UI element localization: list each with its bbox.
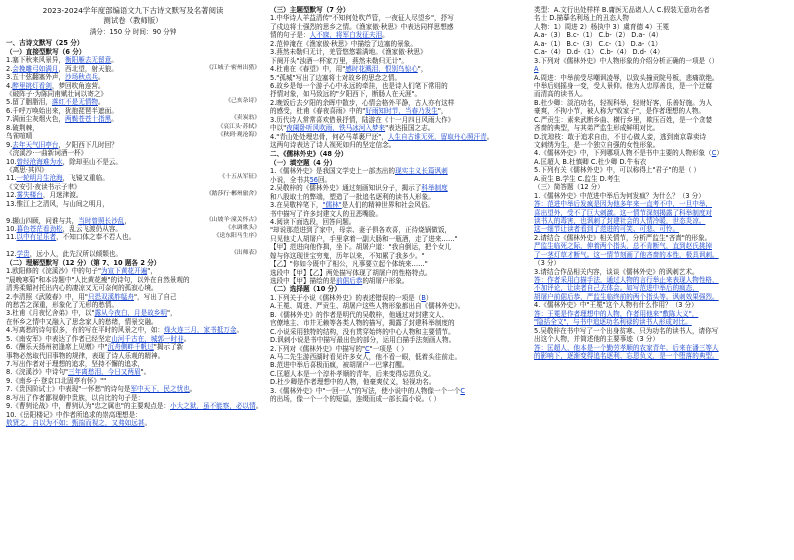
question-prefix: 6.《酬乐天扬州初逢席上见赠》中" <box>6 343 108 352</box>
text-line <box>6 250 260 258</box>
question-prefix: 2.吴敬梓的《儒林外史》通过刻画知识分子，揭示了 <box>270 184 422 193</box>
question-prefix: 9.《南乡子·登京口北固亭有怀》" <box>6 376 104 385</box>
question-prefix: 11. <box>6 233 17 242</box>
source-citation: 《卖炭翁》 <box>231 115 260 122</box>
text-line <box>6 326 260 334</box>
subsection-heading: （二）理解型默写（12 分）（第 7、10 题各 2 分） <box>6 258 161 267</box>
answer-text: 不加评论，让读者自己去体会。如写范进中举后的疯态， <box>534 284 699 293</box>
answer-text: 科举制度 <box>421 184 448 193</box>
answer-text: 一轮明月生沧海 <box>16 174 63 183</box>
text-line <box>6 208 260 216</box>
text-line: D.讽刺小说是书中描写最出色的部分，运用白描手法刻画人物。 <box>270 336 456 345</box>
text-line: 3.历代诗人常常喜欢借景抒情，陆游在《十一月四日风雨大作》 <box>270 115 455 124</box>
answer-text: "儒林" <box>322 201 342 210</box>
text-line <box>270 184 524 192</box>
text-line: D.杜少卿是作者理想中的人物，他豪爽仗义，轻视功名。 <box>270 378 436 387</box>
text-line: A.a-（1） B.c-（3） C.c-（1） D.a-（1） <box>534 39 662 48</box>
text-line: "却说那范进到了家中，母亲、妻子俱各欢喜，正待烧锅做饭， <box>270 226 452 235</box>
text-line: 名士 D.描摹名利场上的丑态人物 <box>534 14 629 23</box>
answer-text: 56 <box>309 175 318 184</box>
question-prefix: 4.《儒林外史》中，下列哪项人物不是书中主要的人物形象（ <box>534 149 712 158</box>
text-line: 了戍边将士强烈的思乡之情。《渔家傲·秋思》中表达同样思想感 <box>270 22 454 31</box>
text-line <box>270 31 524 39</box>
question-prefix: 3.杜甫《月夜忆舍弟》中，以" <box>6 309 95 318</box>
text-line: 嫁与你这现世宝穷鬼，历年以来，不知累了我多少。" <box>270 251 425 260</box>
answer-text: 露从今夜白，月是故乡明 <box>94 309 167 318</box>
text-line: 而清高的读书人。 <box>534 90 587 99</box>
question-prefix: 4.写离愁的诗句很多，有的写在平时的风景之中，如： <box>6 326 164 335</box>
answer-text: 三年离愁泪，今日又两眉 <box>68 368 141 377</box>
question-prefix: 7. <box>6 360 13 369</box>
answer-text: 感时花溅泪，恨别鸟惊心 <box>345 65 418 74</box>
text-line <box>6 73 260 81</box>
text-line: 事物必然取代旧事物的规律，表现了诗人乐观的精神。 <box>6 351 165 360</box>
text-line: 文刺绣为生，是一个独立自强的女性形象。 <box>534 141 660 149</box>
answer-text: C <box>365 344 370 353</box>
question-suffix: 。 <box>98 98 105 107</box>
text-line <box>534 242 788 250</box>
answer-text: 敖贤之，自以为不如；甄揣而视之，又弗如远甚 <box>6 419 145 428</box>
column-middle <box>270 6 524 556</box>
answer-text: 小大之狱，虽不能察，必以情 <box>170 402 256 411</box>
answer-text: 沉舟侧畔千帆过 <box>107 343 154 352</box>
answer-text: 现实主义长篇讽刺 <box>394 167 448 176</box>
text-line <box>6 82 260 90</box>
text-line: 的出场，像一个一个的短篇，连缀而成一部长篇小说。（ ） <box>270 395 441 404</box>
text-line: 《文安引·夜读书示子聿》 <box>6 182 81 191</box>
subsection-heading: （一）填空题（4 分） <box>270 158 337 167</box>
question-suffix: 。 <box>486 132 494 141</box>
answer-text: 答：匡超人，他本是一个勤劳孝顺的农家青年，后来在潘三等人 <box>534 343 719 352</box>
answer-text: A <box>534 65 539 74</box>
text-line <box>6 411 260 419</box>
text-line <box>6 191 260 199</box>
question-suffix: 。 <box>144 419 152 428</box>
text-line: 6.故乡是每一个游子心中永远的牵挂，也是诗人们笔下常用的 <box>270 81 448 90</box>
text-line <box>534 200 788 208</box>
answer-text: 了一茎灯草才断气。这一情节刻画了他吝啬的本性，极具讽刺。 <box>534 250 719 259</box>
text-line <box>6 368 260 376</box>
text-line <box>6 56 260 64</box>
text-line <box>534 149 788 157</box>
text-line <box>6 65 260 73</box>
text-line: A.周进：中举前受尽嘲讽凌辱，以致头撞贡院号板，悲痛欲绝。 <box>534 73 719 82</box>
answer-text: 沙场秋点兵 <box>65 73 99 82</box>
answer-text: 夜阑卧听风吹雨，铁马冰河入梦来 <box>286 124 386 133</box>
question-suffix: "。 <box>140 368 151 377</box>
answer-text: 烽火连三月，家书抵万金 <box>163 326 237 335</box>
question-prefix: 选段中【甲】【乙】两处描写体现了胡屠户 <box>270 268 392 277</box>
source-citation: 《江城子·密州出猎》 <box>205 64 260 71</box>
text-line <box>6 309 260 317</box>
answer-text: C <box>711 149 717 158</box>
text-line <box>6 200 260 208</box>
answer-text: 落红不是无情物 <box>51 98 99 107</box>
question-suffix: 写出作者对于理想的追求，坚持不懈的追求， <box>12 360 145 369</box>
answer-text: 人生自古谁无死，留取丹心照汗青 <box>387 132 487 141</box>
source-citation: 《送东阳马生序》 <box>213 233 260 240</box>
answer-text: 暮色苍茫看劲松 <box>16 225 63 234</box>
question-suffix: 的胡屠户形象。 <box>362 277 409 285</box>
text-line <box>6 267 260 275</box>
answer-text: 好雨知时节，当春乃发生 <box>365 107 438 116</box>
text-line: 3.燕然未勒归无计，羌管悠悠霜满地。《渔家傲·秋思》 <box>270 48 427 57</box>
text-line: 5.下列有关《儒林外史》中，可以称得上"君子"的是（ ） <box>534 166 701 175</box>
text-line: A.贡生 B.学生 C.监生 D.考生 <box>534 174 621 183</box>
text-line <box>6 115 260 123</box>
question-suffix: 。 <box>236 326 244 335</box>
question-prefix: 11. <box>6 174 17 183</box>
text-line: 在怀乡之情中又融入了思念家人的愁绪，情景交融。 <box>6 317 158 326</box>
text-line <box>534 284 788 292</box>
text-line: 和八股取士的弊端，塑造了一批追名逐利的读书人形象。 <box>270 192 435 201</box>
answer-text: 人不寐，将军白发征夫泪 <box>309 31 383 40</box>
text-line: 的愁苦之深重，形象化了无形的愁情。 <box>6 300 119 309</box>
question-prefix: 小说，全书共 <box>270 175 310 184</box>
source-citation: 《己亥杂诗》 <box>225 98 260 105</box>
answer-text: 的影响下，逐渐变得追名逐利、忘恩负义，是一个堕落的典型。 <box>534 351 719 360</box>
text-line <box>270 65 524 73</box>
question-suffix: ， <box>124 216 131 225</box>
question-prefix: 2.下列对《儒林外史》中描写的" <box>270 344 366 353</box>
question-prefix: 5.《南安军》中表达了作者已经坚定 <box>6 334 112 343</box>
text-line: 4.《儒林外史》中"王冕"这个人物有什么作用？（3 分） <box>534 301 698 310</box>
question-suffix: ，西北望，射天狼。 <box>58 64 118 73</box>
question-suffix: 破荆棘， <box>12 123 39 132</box>
text-line <box>6 124 260 132</box>
text-line <box>534 352 788 360</box>
answer-text: 胡屠户前倨后恭，严监生临终前的两个指头等。讽刺效果强烈。 <box>534 292 719 301</box>
text-line: 类型：A.文行出处样样 B.庸医无品诸人人 C.假装无意功名者 <box>534 6 710 14</box>
text-line <box>6 293 260 301</box>
question-prefix: 5.留了胭脂泪， <box>6 98 52 107</box>
source-citation: 《十五从军征》 <box>219 174 260 181</box>
question-suffix: ） <box>711 56 719 65</box>
text-line: 5.吴敬梓在书中写了一个出身贫寒、只为功名的读书人，请你写 <box>534 326 719 335</box>
text-line <box>534 344 788 352</box>
question-suffix: 惟江上之清风，与山间之明月， <box>16 199 109 208</box>
question-prefix: 4.杜甫在《春望》中，用" <box>270 65 346 74</box>
text-line <box>6 174 260 182</box>
question-prefix: 选段中【甲】描绘的是 <box>270 277 336 285</box>
text-line <box>270 133 524 141</box>
text-line: 《离思·其四》 <box>6 165 48 174</box>
exam-title: 2023-2024学年度部编语文九下古诗文默写及名著阅读 <box>42 6 224 15</box>
answer-text: 前倨后恭 <box>335 277 363 285</box>
answer-text: 曾经沧海难为水 <box>16 157 63 166</box>
source-citation: 《山坡羊·潼关怀古》 <box>205 216 260 223</box>
text-line <box>270 167 524 175</box>
answer-text: "隐括全文"，与书中追逐功名利禄的读书人形成对比。 <box>534 318 692 327</box>
question-suffix: ，梦回吹角连营。 <box>51 81 105 90</box>
question-prefix: 的感受，杜甫《春夜喜雨》中的" <box>270 107 366 116</box>
text-line: 【乙】"你如今既中了相公，凡事要立起个体统来……" <box>270 260 428 269</box>
question-prefix: 7.《贵因阶试士》中表现"一怀愁"的诗句是 <box>6 385 131 394</box>
question-prefix: 1.欧阳修的《浣溪沙》中的句子" <box>6 267 102 276</box>
exam-meta: 满分：150 分 时间：90 分钟 <box>89 27 177 36</box>
question-suffix: 。 <box>98 73 105 82</box>
answer-text: C <box>460 386 465 395</box>
text-line: 2.晚饭后去夕阳的余晖中散步，心情会格外平静，古人亦有这样 <box>270 98 455 107</box>
text-line: 2.请结合《儒林外史》相关情节，分析严监生"吝啬"的形象。 <box>534 233 712 242</box>
question-suffix: 。 <box>382 31 389 40</box>
answer-text: 衡阳雁去无留意 <box>65 56 112 65</box>
question-prefix: 4."青山处处埋忠骨，何必马革裹尸还"， <box>270 132 388 141</box>
answer-text: 答：王冕是作者理想中的人物，作者用他来"敷陈大义"， <box>534 309 699 318</box>
text-line: 出这个人物，并简述他的主要事迹（3 分） <box>534 335 659 344</box>
text-line: 《浣溪沙·一曲新词酒一杯》 <box>6 149 88 158</box>
answer-text: 雾失楼台 <box>16 191 43 200</box>
text-line: 中举后则摇身一变，受人景仰。他为人忠厚善良，是一个迂腐 <box>534 81 713 90</box>
question-prefix: 9.《曹刿论战》中，曹刿认为"忠之属也"的主要观点是： <box>6 402 171 411</box>
exam-title: 测试卷（教师版） <box>103 15 163 25</box>
subsection-heading: （二）选择题（10 分） <box>270 285 341 294</box>
answer-text: 答：范进中举后发疯是因为他多年来一直考不中，一旦中举， <box>534 200 713 209</box>
question-suffix: 。 <box>183 334 191 343</box>
question-prefix: 3.五十弦翻塞外声， <box>6 73 66 82</box>
text-line <box>534 251 788 259</box>
text-line <box>534 318 788 326</box>
text-line: C.严贡生：素来武断乡曲、横行乡里，欺压百姓，是一个贪婪 <box>534 115 713 124</box>
text-line: 4.阅读下面选段，回答问题。 <box>270 217 356 226</box>
section-heading: 二、《儒林外史》（48 分） <box>270 150 348 159</box>
question-suffix: ） <box>716 149 723 158</box>
text-line <box>270 176 524 184</box>
subsection-heading: （三）主题型默写（7 分） <box>270 6 350 14</box>
question-suffix: ，除却巫山不是云。 <box>62 157 122 166</box>
question-suffix: 的性格特点。 <box>391 268 432 277</box>
text-line <box>6 385 260 393</box>
question-prefix: 12. <box>6 250 17 259</box>
answer-text: 这一细节让读者看到了范进的可笑、可悲、可怜。 <box>534 225 680 234</box>
question-prefix: 13. <box>6 199 17 208</box>
text-line <box>6 217 260 225</box>
text-line: 清秀柔媚衬托出内心的凄凉又无可奈何的孤寂心境。 <box>6 284 158 293</box>
source-citation: 《踏莎行·郴州旅舍》 <box>205 191 260 198</box>
text-line: 2.范仲淹在《渔家傲·秋思》中描绘了边塞的景象。 <box>270 39 417 48</box>
answer-text: 只恐双溪舴艋舟 <box>87 292 135 301</box>
question-prefix: 10. <box>6 157 17 166</box>
question-suffix: 回。 <box>317 175 332 184</box>
source-citation: 《哀江头·苏轼》 <box>217 123 260 130</box>
source-citation: 《水调歌头》 <box>225 225 260 232</box>
question-suffix: ） <box>425 293 433 302</box>
text-line: B.《儒林外史》的作者是明代的吴敬梓，他通过对封建文人、 <box>270 310 449 319</box>
question-prefix: 4. <box>6 81 13 90</box>
question-prefix: 3.下列对《儒林外史》中人物形象的介绍分析正确的一项是（ <box>534 56 712 65</box>
question-suffix: ，月迷津渡。 <box>42 191 83 200</box>
text-line: 1.中华诗人羊益清传"不知何处吹芦管，一夜征人尽望乡"，抒写 <box>270 14 454 23</box>
question-suffix: ，飞镜又重临。 <box>62 174 109 183</box>
question-prefix: 1.《儒林外史》是我国文学史上一部杰出的 <box>270 167 395 176</box>
text-line <box>534 225 788 233</box>
column-left <box>6 6 263 556</box>
answer-text: 答：作者采用白描手法，通过人物的言行举止来表现人物性格， <box>534 276 719 284</box>
text-line: C.小说采用独特的结构，没有贯穿始终的中心人物和主要情节。 <box>270 327 455 336</box>
text-line: 《破阵子·为陈同甫赋壮词以寄之》 <box>6 90 108 99</box>
question-suffix: 千呼万唤始出来，犹抱琵琶半遮面。 <box>12 106 118 115</box>
text-line: B.杜少卿：淡泊功名，轻视科举，轻财好客，乐善好施。为人 <box>534 98 713 107</box>
text-line <box>270 107 524 115</box>
subsection-heading: （一）直接型默写（6 分） <box>6 47 86 56</box>
text-line: 【甲】范进向他作揖，坐下。胡屠户道："我自倒运，把个女儿 <box>270 243 452 252</box>
text-line <box>6 419 260 427</box>
text-line <box>270 345 524 353</box>
question-prefix: 8. <box>6 123 13 132</box>
question-prefix: 9. <box>6 140 13 149</box>
question-prefix: 6. <box>6 106 13 115</box>
text-line: 只见他丈人胡屠户，手里拿着一副大肠和一瓶酒，走了进来……" <box>270 234 458 243</box>
text-line: （三）简答题（12 分） <box>534 183 604 192</box>
question-prefix: 1.下列关于小说《儒林外史》的表述错误的一项是（ <box>270 293 422 302</box>
text-line: "晨晚寒菊"和本诗题中"人比黄花瘦"的诗句，以外在自然景观的 <box>6 275 190 284</box>
text-line: D.沈琼枝：敢于追求自由，不甘心做人妾，逃到南京靠卖诗 <box>534 132 707 141</box>
text-line <box>270 201 524 209</box>
text-line: A.匡超人 B.杜慎卿 C.杜少卿 D.牛布衣 <box>534 157 647 166</box>
question-prefix: 7.满面尘灰烟火色， <box>6 115 66 124</box>
answer-text: B <box>421 293 426 302</box>
answer-text: 去年天气旧亭台 <box>12 140 59 149</box>
text-line <box>6 98 260 106</box>
text-line: 1.《儒林外史》中范进中举后为何发疯？为什么？（3 分） <box>534 191 705 200</box>
answer-text: 山河千古在，城郭一时非 <box>111 334 184 343</box>
question-suffix: "表达报国之志。 <box>385 124 435 133</box>
question-prefix: 2.李清照《武陵春》中，用" <box>6 292 88 301</box>
answer-text: 喜出望外，受不了巨大刺激。这一情节深刻揭露了科举制度对 <box>534 208 713 217</box>
text-line: 5."孤城"写出了边塞将士对故乡的思念之情。 <box>270 73 402 82</box>
question-prefix: 9.辗山四顾，问谁与共， <box>6 216 79 225</box>
text-line <box>6 335 260 343</box>
question-suffix: 鸟雀喧晴 <box>6 132 33 141</box>
question-prefix: 1.塞下秋来风景异， <box>6 56 66 65</box>
text-line: A.王冕、周进、严贡生、胡屠户这些人物形象都出自《儒林外史》。 <box>270 302 465 311</box>
text-line <box>6 132 260 140</box>
text-line <box>270 124 524 132</box>
question-suffix: "， <box>166 309 177 318</box>
text-line: 吝啬的典型，与其弟严监生形成鲜明对比。 <box>534 124 660 133</box>
question-suffix: " <box>103 376 107 385</box>
answer-text: 军中天下，民之忧也 <box>130 385 190 394</box>
source-citation: 《出师表》 <box>231 250 260 257</box>
question-prefix: 3.在吴敬梓笔下， <box>270 201 323 210</box>
source-citation: 《秋到·观沧海》 <box>217 132 260 139</box>
answer-text: 为宣下黄花开遍 <box>101 267 148 276</box>
text-line: 书中描写了许多封建文人的丑恶嘴脸。 <box>270 209 383 218</box>
text-line <box>6 402 263 411</box>
text-line <box>270 387 524 395</box>
question-suffix: "， <box>417 65 428 74</box>
text-line: 豪爽，不拘小节，被人称为"败家子"，是作者理想的人物。 <box>534 107 705 116</box>
text-line: 官僚地主、市井无赖等各类人物的描写，揭露了封建科举制度的 <box>270 319 455 328</box>
text-line: A.a-（3） B.c-（1） C.b-（2） D.a-（4） <box>534 31 663 40</box>
answer-text: 两鬓苍苍十指黑 <box>65 115 112 124</box>
question-suffix: "一项是（ ） <box>369 344 408 353</box>
answer-text: 醉里挑灯看剑 <box>12 81 52 90</box>
text-line <box>270 269 524 277</box>
text-line <box>534 209 788 217</box>
question-suffix: 。 <box>111 115 118 124</box>
text-line: 抒情对象，如马致远的"夕阳西下，断肠人在天涯"。 <box>270 90 422 99</box>
text-line <box>6 394 260 402</box>
question-suffix: 是人们的精神世界和社会风俗。 <box>341 201 435 210</box>
text-line <box>534 57 788 65</box>
question-suffix: ，不知口体之奉不若人也。 <box>56 233 136 242</box>
question-suffix: "， <box>437 107 448 116</box>
question-suffix: ，夕阳西下几时回？ <box>58 140 118 149</box>
answer-text: 学贵 <box>16 250 30 259</box>
text-line <box>534 65 788 73</box>
question-suffix: 。 <box>255 402 263 411</box>
text-line: （3 分） <box>534 259 561 268</box>
answer-text: 读书人的毒害，也讽刺了封建社会的人情冷暖，世态炎凉。 <box>534 216 706 225</box>
answer-text: 会挽雕弓如满月 <box>12 64 59 73</box>
question-suffix: ，远小人，此先汉所以倾颓也。 <box>29 250 122 259</box>
text-line: 下阕开头"浊酒一杯家万里，燕然未勒归无计"。 <box>270 56 408 65</box>
answer-text: 以中有足乐者 <box>16 233 57 242</box>
question-prefix: 2. <box>6 64 13 73</box>
text-line <box>6 233 260 241</box>
column-right <box>534 6 788 556</box>
question-prefix: 情的句子是： <box>270 31 310 40</box>
text-line: B.范进中举后喜极而疯，被胡屠户一巴掌打醒。 <box>270 361 409 370</box>
text-line <box>6 158 260 166</box>
question-prefix: 3.《儒林外史》中"一回一人"的写法，使小说中的人物像一个一个 <box>270 386 461 395</box>
question-suffix: ，乱云飞渡仍从容。 <box>62 225 122 234</box>
question-suffix: 。 <box>189 385 197 394</box>
question-suffix: 。 <box>111 56 118 65</box>
question-prefix: 8.写出了作者鄙视朝中贵族，以自比的句子是： <box>6 393 145 402</box>
text-line: 人物：1）周进 2）杨执中 3）虞育德 4）王冕 <box>534 22 670 31</box>
question-prefix: 10.《岳阳楼记》中作者所追求的崇高理想是： <box>6 410 142 419</box>
question-suffix: "揭示了新 <box>153 343 184 352</box>
answer-text: 当时曾照长沙乱 <box>78 216 125 225</box>
answer-text: 严监生临死之际，伸着两个指头，总不肯断气，直到赵氏挑掉 <box>534 242 713 251</box>
text-line: 3.请结合作品相关内容，谈谈《儒林外史》的讽刺艺术。 <box>534 267 699 276</box>
question-prefix: 10. <box>6 225 17 234</box>
question-suffix: "，写出了自己 <box>134 292 177 301</box>
text-line: C.a-（4） D.d-（1） C.b-（4） D.d-（4） <box>534 48 664 57</box>
text-line: C.匡超人本是一个淳朴孝顺的青年，后来变得忘恩负义。 <box>270 369 435 378</box>
question-prefix: 8.《浣溪沙》中诗句" <box>6 368 69 377</box>
text-line <box>6 343 260 351</box>
text-line: 这两句诗表达了诗人视死如归的坚定信念。 <box>270 141 396 149</box>
question-prefix: 12. <box>6 191 17 200</box>
question-prefix: 中以" <box>270 124 287 133</box>
question-suffix: "， <box>147 267 157 276</box>
text-line <box>534 310 788 318</box>
text-line: A.马二先生游西湖时看见许多女人，他不看一眼，低着头往前走。 <box>270 352 462 361</box>
text-line <box>6 141 260 149</box>
section-heading: 一、古诗文默写（25 分） <box>6 39 84 48</box>
